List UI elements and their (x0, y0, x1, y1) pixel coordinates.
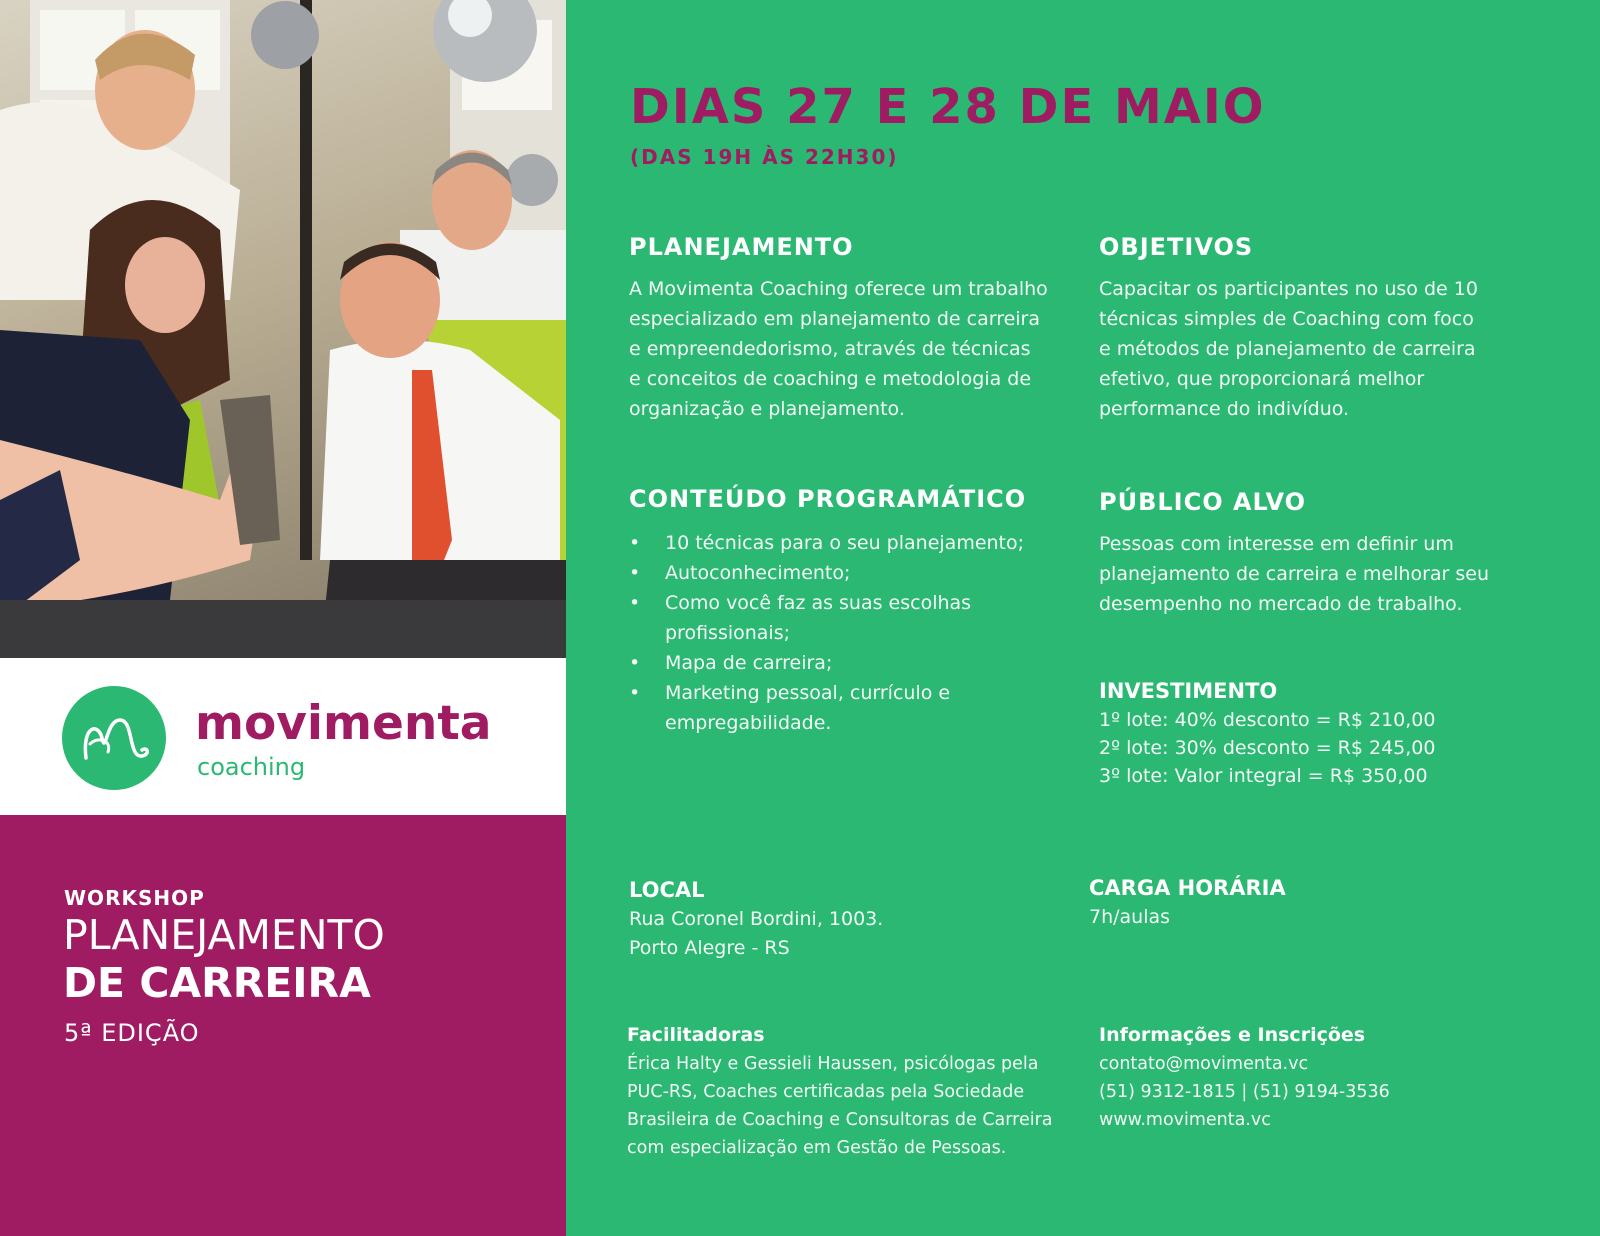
local-heading: LOCAL (629, 878, 705, 902)
carga-heading: CARGA HORÁRIA (1089, 876, 1286, 900)
text-line: Érica Halty e Gessieli Haussen, psicólogas pela (627, 1054, 1039, 1074)
facilitadoras-heading: Facilitadoras (627, 1024, 765, 1046)
text-line: performance do indivíduo. (1099, 398, 1350, 420)
event-date: DIAS 27 E 28 DE MAIO (630, 79, 1266, 135)
objetivos-heading: OBJETIVOS (1099, 233, 1254, 261)
logo-band (0, 658, 566, 815)
workshop-label: WORKSHOP (64, 886, 205, 910)
text-line: A Movimenta Coaching oferece um trabalho (629, 278, 1048, 300)
price-line: 3º lote: Valor integral = R$ 350,00 (1099, 765, 1428, 787)
hero-photo (0, 0, 566, 658)
movimenta-logo-icon (62, 686, 166, 790)
informacoes-contacts (1099, 1050, 1539, 1134)
list-item (629, 558, 1079, 588)
text-line: especializado em planejamento de carreira (629, 308, 1041, 330)
section-informacoes (1099, 1022, 1539, 1134)
objetivos-text (1099, 274, 1519, 424)
price-line: 1º lote: 40% desconto = R$ 210,00 (1099, 709, 1436, 731)
section-facilitadoras (627, 1022, 1087, 1162)
text-line: desempenho no mercado de trabalho. (1099, 593, 1463, 615)
text-line: Porto Alegre - RS (629, 937, 790, 959)
item-text-cont: profissionais; (665, 622, 791, 644)
informacoes-heading: Informações e Inscrições (1099, 1024, 1366, 1046)
investimento-prices (1099, 706, 1539, 790)
phone-numbers: (51) 9312-1815 | (51) 9194-3536 (1099, 1082, 1390, 1102)
facilitadoras-text (627, 1050, 1087, 1162)
local-address (629, 905, 1029, 963)
conteudo-list (629, 528, 1079, 738)
workshop-title-block (0, 815, 566, 1236)
section-local (629, 877, 1029, 963)
price-line: 2º lote: 30% desconto = R$ 245,00 (1099, 737, 1436, 759)
event-time: (DAS 19H ÀS 22H30) (630, 145, 899, 169)
investimento-heading: INVESTIMENTO (1099, 679, 1278, 703)
left-column (0, 0, 566, 1236)
text-line: Capacitar os participantes no uso de 10 (1099, 278, 1478, 300)
item-text: • Marketing pessoal, currículo e (665, 682, 951, 704)
section-conteudo (629, 484, 1079, 738)
section-planejamento (629, 232, 1069, 424)
text-line: e empreendedorismo, através de técnicas (629, 338, 1031, 360)
section-investimento (1099, 678, 1539, 790)
item-text-cont: empregabilidade. (665, 712, 832, 734)
item-text: • Como você faz as suas escolhas (665, 592, 972, 614)
text-line: técnicas simples de Coaching com foco (1099, 308, 1474, 330)
publico-text (1099, 529, 1539, 619)
list-item (629, 648, 1079, 678)
item-text: • Mapa de carreira; (665, 652, 833, 674)
section-objetivos (1099, 232, 1519, 424)
planejamento-text (629, 274, 1069, 424)
workshop-edition: 5ª EDIÇÃO (64, 1019, 200, 1047)
planejamento-heading: PLANEJAMENTO (629, 233, 854, 261)
list-item (629, 528, 1079, 558)
workshop-title-line1: PLANEJAMENTO (63, 911, 385, 959)
text-line: planejamento de carreira e melhorar seu (1099, 563, 1490, 585)
text-line: PUC-RS, Coaches certificadas pela Sociedade (627, 1082, 1025, 1102)
item-text: • 10 técnicas para o seu planejamento; (665, 532, 1025, 554)
text-line: Brasileira de Coaching e Consultoras de Carreira (627, 1110, 1053, 1130)
text-line: Rua Coronel Bordini, 1003. (629, 908, 884, 930)
text-line: Pessoas com interesse em definir um (1099, 533, 1454, 555)
workshop-title-line2: DE CARREIRA (63, 959, 371, 1007)
conteudo-heading: CONTEÚDO PROGRAMÁTICO (629, 485, 1027, 513)
section-publico-alvo (1099, 487, 1539, 619)
email-link[interactable]: contato@movimenta.vc (1099, 1054, 1309, 1074)
text-line: e conceitos de coaching e metodologia de (629, 368, 1032, 390)
office-people-photo (0, 0, 566, 658)
publico-heading: PÚBLICO ALVO (1099, 488, 1307, 516)
brand-name: movimenta (195, 696, 492, 751)
website-link[interactable]: www.movimenta.vc (1099, 1110, 1271, 1130)
item-text: • Autoconhecimento; (665, 562, 851, 584)
brand-sub: coaching (197, 753, 306, 781)
text-line: organização e planejamento. (629, 398, 905, 420)
text-line: com especialização em Gestão de Pessoas. (627, 1138, 1007, 1158)
section-carga-horaria (1089, 875, 1489, 932)
text-line: e métodos de planejamento de carreira (1099, 338, 1476, 360)
list-item (629, 678, 1079, 738)
text-line: efetivo, que proporcionará melhor (1099, 368, 1425, 390)
list-item (629, 588, 1079, 648)
right-column (566, 0, 1600, 1236)
carga-value: 7h/aulas (1089, 906, 1171, 928)
